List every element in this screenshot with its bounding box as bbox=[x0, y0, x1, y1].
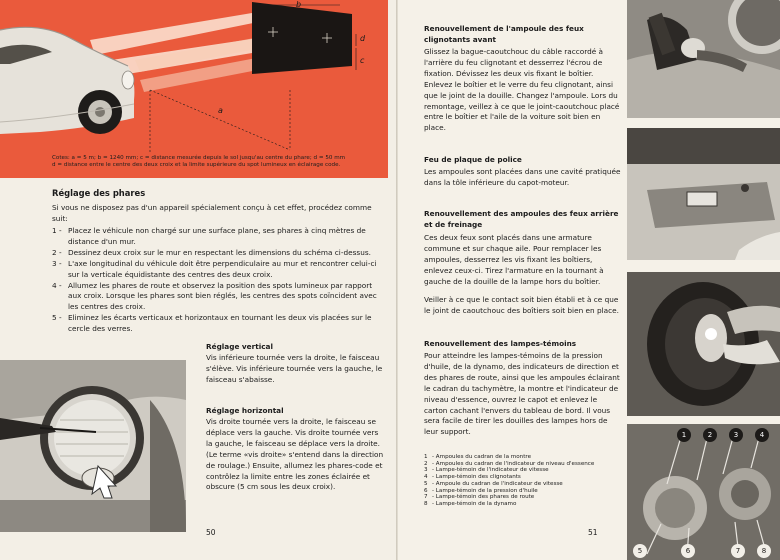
legend-text: - Lampe-témoin des clignotants bbox=[432, 474, 521, 481]
legend-item bbox=[424, 481, 622, 488]
step-item bbox=[52, 259, 382, 281]
legend-item bbox=[424, 494, 622, 501]
front-indicator-text: Glissez la bague-caoutchouc du câble raccordé à l'arrière du feu clignotant et desserrez l'écrou de fixation. Dévissez les deux vis fixant le boîtier. Enlevez le boîtier et le verre du feu clignotant, ainsi que le joint de la douille. Changez l'ampoule. Lors du remontage, veillez à ce que le joint-caoutchouc placé entre le boîtier et l'aile de la voiture soit bien en place. bbox=[424, 47, 620, 133]
marker-4: 4 bbox=[755, 428, 769, 442]
legend-text: - Ampoule du cadran de l'indicateur de vitesse bbox=[432, 480, 563, 487]
warning-lamps-title: Renouvellement des lampes-témoins bbox=[424, 339, 577, 348]
front-indicator-title: Renouvellement de l'ampoule des feux clignotants avant bbox=[424, 24, 584, 44]
license-plate-light-photo bbox=[627, 128, 780, 260]
step-item bbox=[52, 226, 382, 248]
marker-7: 7 bbox=[731, 544, 745, 558]
dimension-label-a: a bbox=[218, 106, 223, 115]
legend-text: - Ampoules du cadran de la montre bbox=[432, 454, 532, 460]
step-text: Placez le véhicule non chargé sur une surface plane, ses phares à cinq mètres de distance d'un mur. bbox=[68, 226, 366, 246]
step-text: Eliminez les écarts verticaux et horizontaux en tournant les deux vis placées sur le cercle des verres. bbox=[68, 313, 372, 334]
step-text: Dessinez deux croix sur le mur en respectant les dimensions du schéma ci-dessus. bbox=[68, 247, 371, 257]
adjustment-steps bbox=[52, 226, 382, 335]
legend-item bbox=[424, 454, 622, 461]
dimension-label-d: d bbox=[360, 34, 366, 43]
marker-2: 2 bbox=[703, 428, 717, 442]
license-plate-light-title: Feu de plaque de police bbox=[424, 155, 522, 164]
dimension-label-c: c bbox=[360, 56, 365, 65]
license-plate-light-text: Les ampoules sont placées dans une cavité pratiquée dans la tôle inférieure du capot-moteur. bbox=[424, 167, 621, 187]
legend-item bbox=[424, 501, 622, 508]
step-text: Allumez les phares de route et observez la position des spots lumineux par rapport aux croix. Lorsque les phares sont bien réglés, les centres des spots coïncident avec les centres des croix. bbox=[68, 280, 377, 312]
marker-3: 3 bbox=[729, 428, 743, 442]
marker-6: 6 bbox=[681, 544, 695, 558]
rear-lights-note: Veiller à ce que le contact soit bien établi et à ce que le joint de caoutchouc des boîtiers soit bien en place. bbox=[424, 295, 619, 315]
legend-text: - Ampoules du cadran de l'indicateur de niveau d'essence bbox=[432, 460, 595, 467]
caption-line-2: d = distance entre le centre des deux croix et la limite supérieure du spot lumineux en éclairage code. bbox=[52, 162, 341, 169]
step-item bbox=[52, 248, 382, 259]
step-number: 3 - bbox=[52, 258, 62, 268]
page-number-right: 51 bbox=[588, 528, 598, 537]
legend-number: 1 bbox=[424, 454, 428, 460]
legend-number: 8 bbox=[424, 500, 428, 507]
step-item bbox=[52, 313, 382, 335]
legend-number: 2 bbox=[424, 460, 428, 467]
vertical-adjustment-text: Vis inférieure tournée vers la droite, le faisceau s'élève. Vis inférieure tournée vers la gauche, le faisceau s'abaisse. bbox=[206, 353, 383, 384]
legend-number: 6 bbox=[424, 487, 428, 494]
step-text: L'axe longitudinal du véhicule doit être perpendiculaire au mur et rencontrer celui-ci sur la verticale équidistante des centres des deux croix. bbox=[68, 258, 377, 279]
marker-1: 1 bbox=[677, 428, 691, 442]
legend-number: 5 bbox=[424, 480, 428, 487]
legend-number: 3 bbox=[424, 467, 428, 474]
legend-number: 4 bbox=[424, 474, 428, 481]
headlight-screwdriver-photo bbox=[0, 360, 186, 532]
diagram-caption bbox=[52, 155, 388, 170]
vertical-adjustment-title: Réglage vertical bbox=[206, 342, 273, 351]
step-number: 1 - bbox=[52, 226, 62, 235]
rear-light-photo bbox=[627, 272, 780, 416]
legend-text: - Lampe-témoin de la dynamo bbox=[432, 500, 517, 507]
front-indicator-photo bbox=[627, 0, 780, 118]
warning-lamps-text: Pour atteindre les lampes-témoins de la pression d'huile, de la dynamo, des indicateurs de direction et des phares de route, ainsi que les ampoules éclairant le cadran du tachymètre, la montre et l'indicateur de niveau d'essence, ouvrez le capot et enlevez le carton cachant l'envers du tableau de bord. Il vous sera facile de tirer les douilles des lampes hors de leur support. bbox=[424, 351, 620, 437]
warning-lamps-legend bbox=[424, 454, 622, 508]
page-number-left: 50 bbox=[206, 528, 216, 537]
marker-5: 5 bbox=[633, 544, 647, 558]
caption-line-1: Cotes: a = 5 m; b = 1240 mm; c = distance mesurée depuis le sol jusqu'au centre du phare; d = 50 mm bbox=[52, 155, 346, 161]
marker-8: 8 bbox=[757, 544, 771, 558]
step-item bbox=[52, 281, 382, 314]
horizontal-adjustment-text: Vis droite tournée vers la droite, le faisceau se déplace vers la gauche. Vis droite tournée vers la gauche, le faisceau se déplace vers la droite. (Le terme «vis droite» s'entend dans la direction de roulage.) Ensuite, allumez les phares-code et contrôlez la limite entre les zones éclairée et obscure (5 cm sous les deux croix). bbox=[206, 417, 384, 492]
rear-brake-lights-text: Ces deux feux sont placés dans une armature commune et sur chaque aile. Pour remplacer les ampoules, desserrez les vis fixant les boîtiers, enlevez ceux-ci. Tirez l'armature en la tournant à gauche de la douille de la lampe hors du boîtier. bbox=[424, 233, 604, 286]
step-number: 5 - bbox=[52, 313, 62, 323]
legend-number: 7 bbox=[424, 494, 428, 501]
horizontal-adjustment-title: Réglage horizontal bbox=[206, 406, 284, 415]
dashboard-back-photo bbox=[627, 424, 780, 560]
rear-brake-lights-title: Renouvellement des ampoules des feux arrière et de freinage bbox=[424, 209, 619, 229]
dimension-label-b: b bbox=[296, 0, 302, 9]
section-title-headlight-adjustment: Réglage des phares bbox=[52, 188, 146, 198]
headlight-adjustment-diagram bbox=[0, 0, 388, 178]
step-number: 4 - bbox=[52, 280, 62, 290]
step-number: 2 - bbox=[52, 247, 62, 257]
legend-text: - Lampe-témoin de la pression d'huile bbox=[432, 487, 538, 494]
legend-text: - Lampe-témoin des phares de route bbox=[432, 494, 535, 501]
legend-item bbox=[424, 474, 622, 481]
intro-paragraph: Si vous ne disposez pas d'un appareil spécialement conçu à cet effet, procédez comme suit: bbox=[52, 203, 372, 223]
legend-text: - Lampe-témoin de l'indicateur de vitesse bbox=[432, 467, 549, 474]
